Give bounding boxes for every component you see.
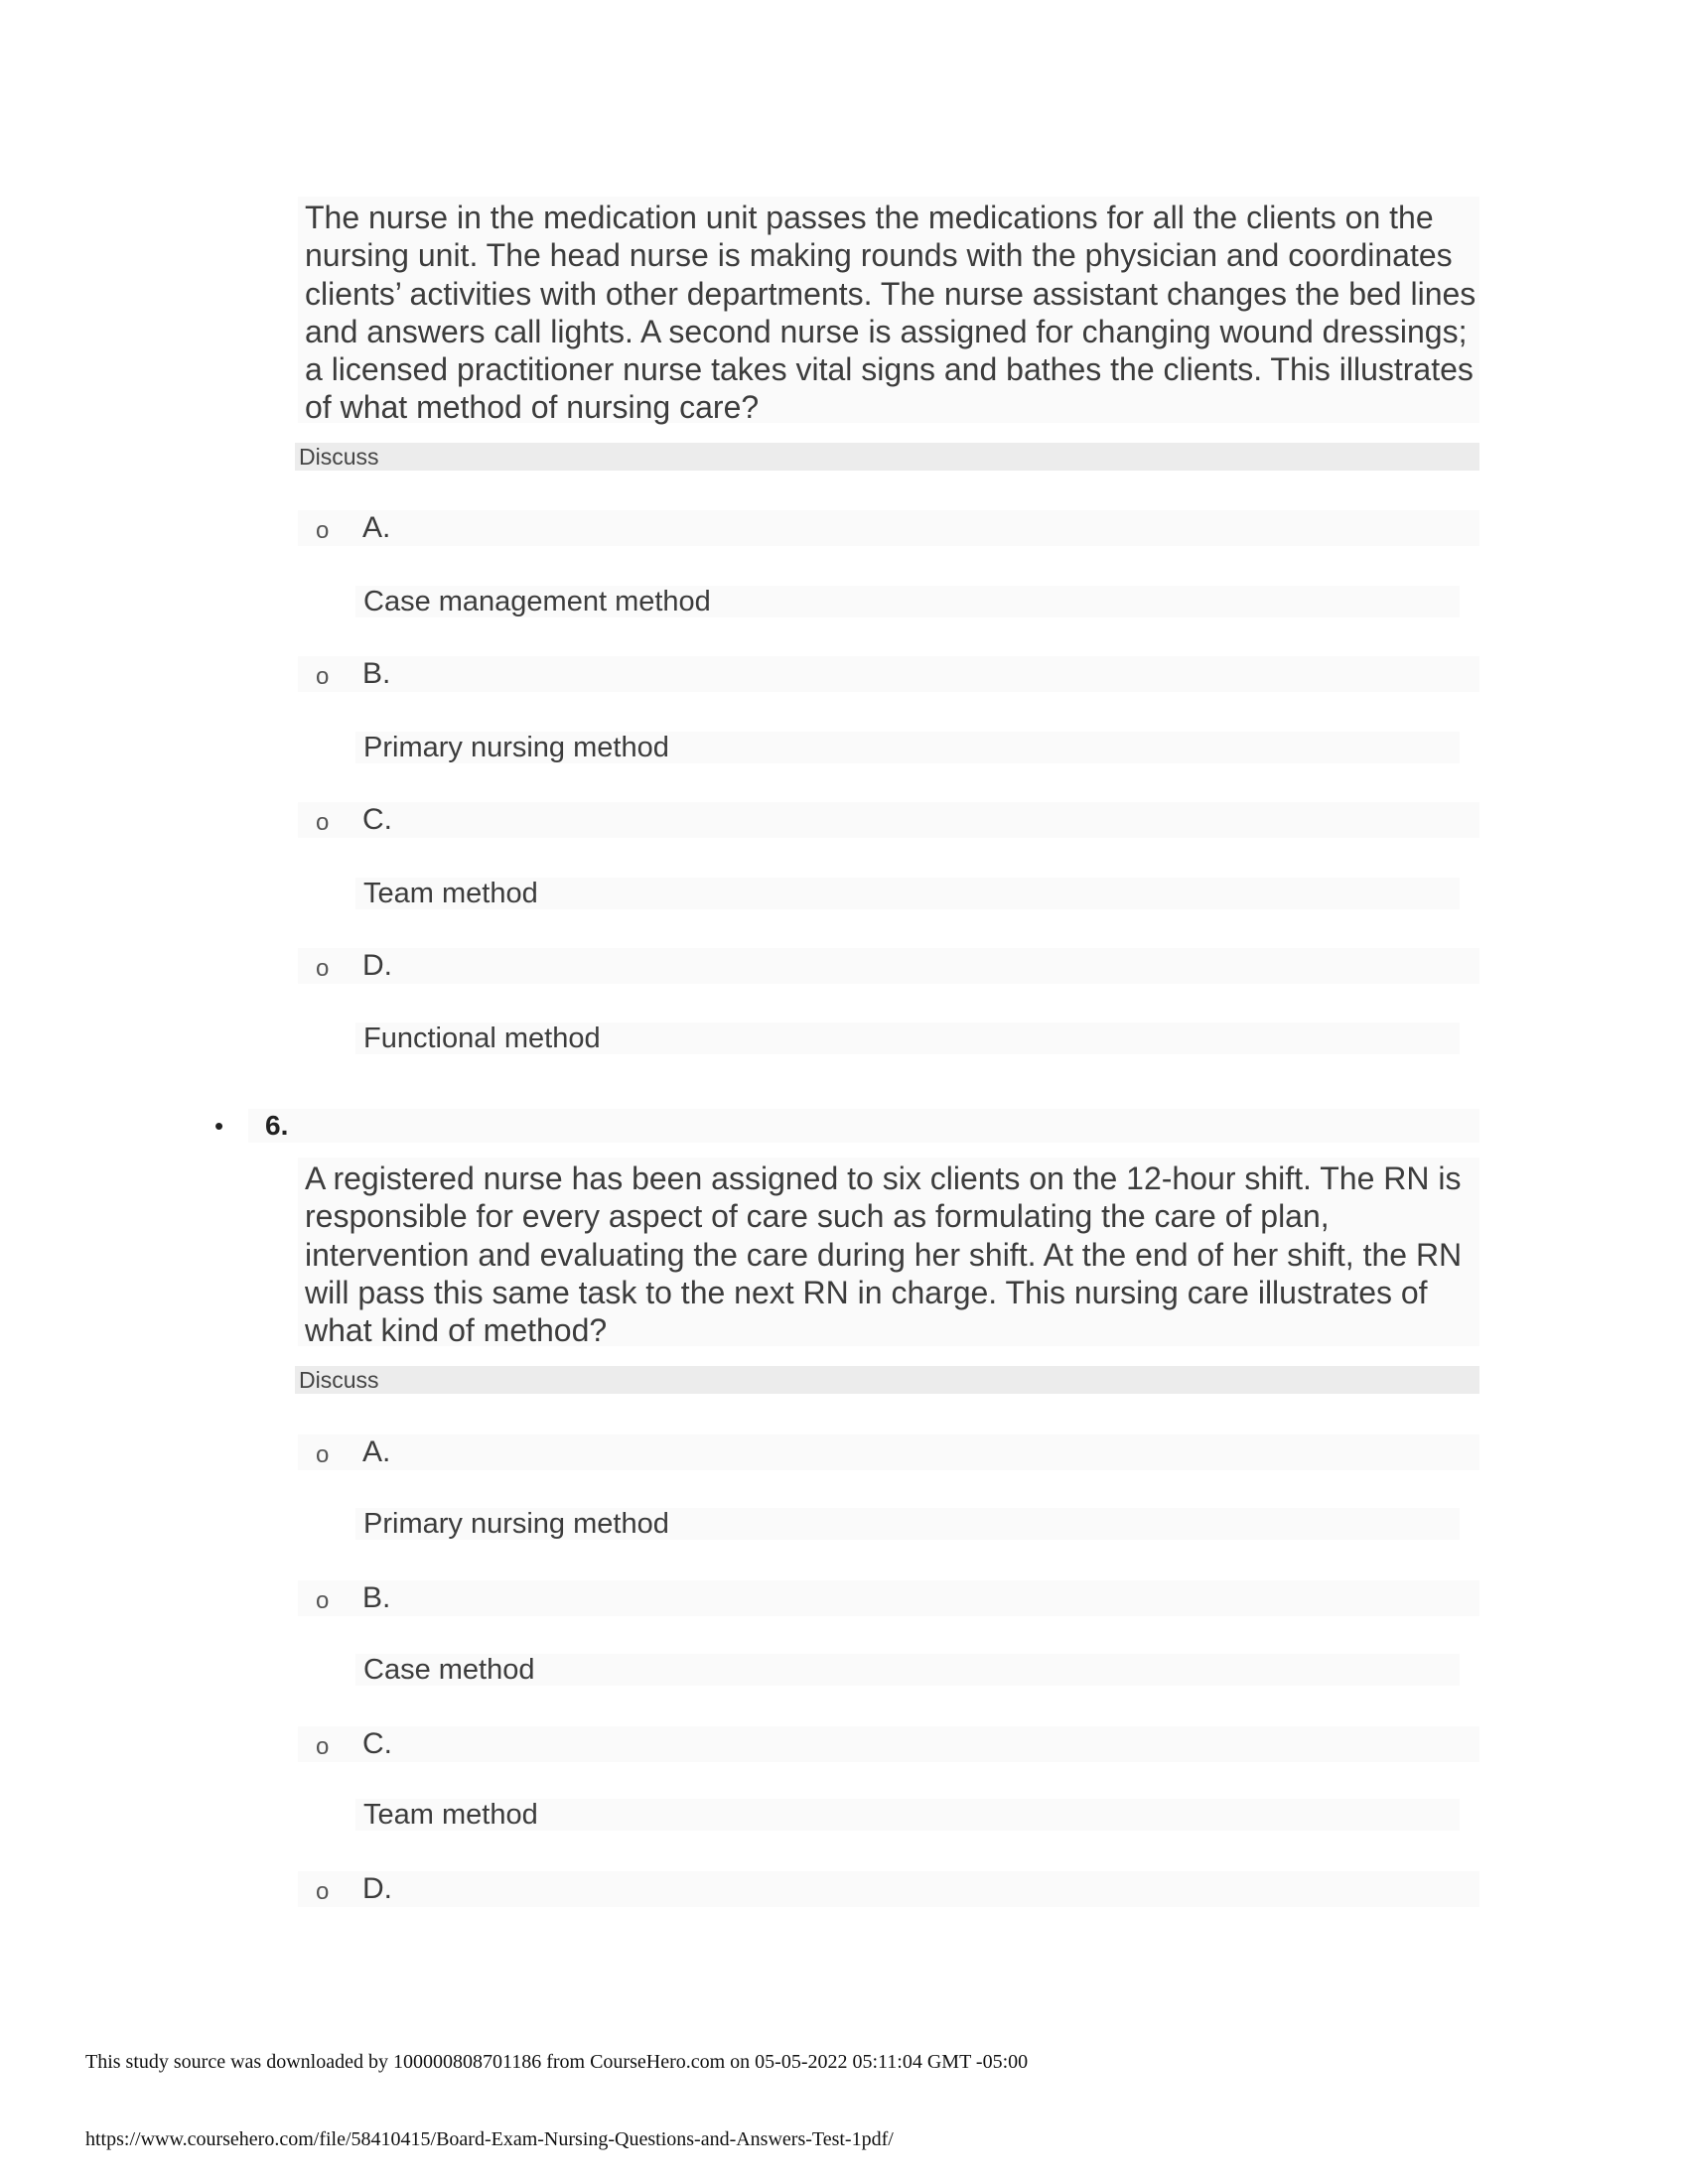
option-b-q5[interactable] (298, 656, 1479, 692)
discuss-link-q5[interactable]: Discuss (295, 443, 1479, 471)
radio-bullet-icon: o (316, 1587, 330, 1614)
radio-bullet-icon: o (316, 1733, 330, 1760)
option-letter: C. (362, 803, 392, 836)
option-b-text-q5[interactable]: Primary nursing method (355, 732, 1460, 763)
option-letter: D. (362, 1872, 392, 1905)
option-letter: B. (362, 657, 391, 690)
radio-bullet-icon: o (316, 517, 330, 544)
option-a-text-q6[interactable]: Primary nursing method (355, 1508, 1460, 1540)
radio-bullet-icon: o (316, 809, 330, 836)
option-b-q6[interactable] (298, 1580, 1479, 1616)
discuss-link-q6[interactable]: Discuss (295, 1366, 1479, 1394)
option-letter: C. (362, 1727, 392, 1760)
option-c-text-q5[interactable]: Team method (355, 878, 1460, 909)
option-d-q6[interactable] (298, 1871, 1479, 1907)
option-c-q6[interactable] (298, 1726, 1479, 1762)
option-a-q5[interactable] (298, 510, 1479, 546)
question-5-text: The nurse in the medication unit passes the medications for all the clients on the nursing unit. The head nurse is making rounds with the physician and coordinates clients’ activities with other departments. The nurse assistant changes the bed lines and answers call lights. A second nurse is assigned for changing wound dressings; a licensed practitioner nurse takes vital signs and bathes the clients. This illustrates of what method of nursing care? (298, 197, 1479, 423)
radio-bullet-icon: o (316, 1878, 330, 1905)
download-notice: This study source was downloaded by 100000808701186 from CourseHero.com on 05-05-2022 05:11:04 GMT -05:00 (85, 2051, 1029, 2073)
option-letter: A. (362, 1435, 391, 1468)
radio-bullet-icon: o (316, 663, 330, 690)
option-d-q5[interactable] (298, 948, 1479, 984)
option-a-q6[interactable] (298, 1434, 1479, 1470)
radio-bullet-icon: o (316, 955, 330, 982)
option-d-text-q5[interactable]: Functional method (355, 1023, 1460, 1054)
option-c-text-q6[interactable]: Team method (355, 1799, 1460, 1831)
option-a-text-q5[interactable]: Case management method (355, 586, 1460, 617)
option-letter: B. (362, 1581, 391, 1614)
list-bullet-icon: • (214, 1111, 224, 1141)
question-6-text: A registered nurse has been assigned to six clients on the 12-hour shift. The RN is responsible for every aspect of care such as formulating the care of plan, intervention and evaluating the care during her shift. At the end of her shift, the RN will pass this same task to the next RN in charge. This nursing care illustrates of what kind of method? (298, 1158, 1479, 1346)
option-letter: A. (362, 511, 391, 544)
question-6-number: • 6. (248, 1109, 1479, 1143)
source-url[interactable]: https://www.coursehero.com/file/58410415/Board-Exam-Nursing-Questions-and-Answers-Test-1pdf/ (85, 2128, 894, 2150)
option-c-q5[interactable] (298, 802, 1479, 838)
option-b-text-q6[interactable]: Case method (355, 1654, 1460, 1686)
option-letter: D. (362, 949, 392, 982)
radio-bullet-icon: o (316, 1441, 330, 1468)
